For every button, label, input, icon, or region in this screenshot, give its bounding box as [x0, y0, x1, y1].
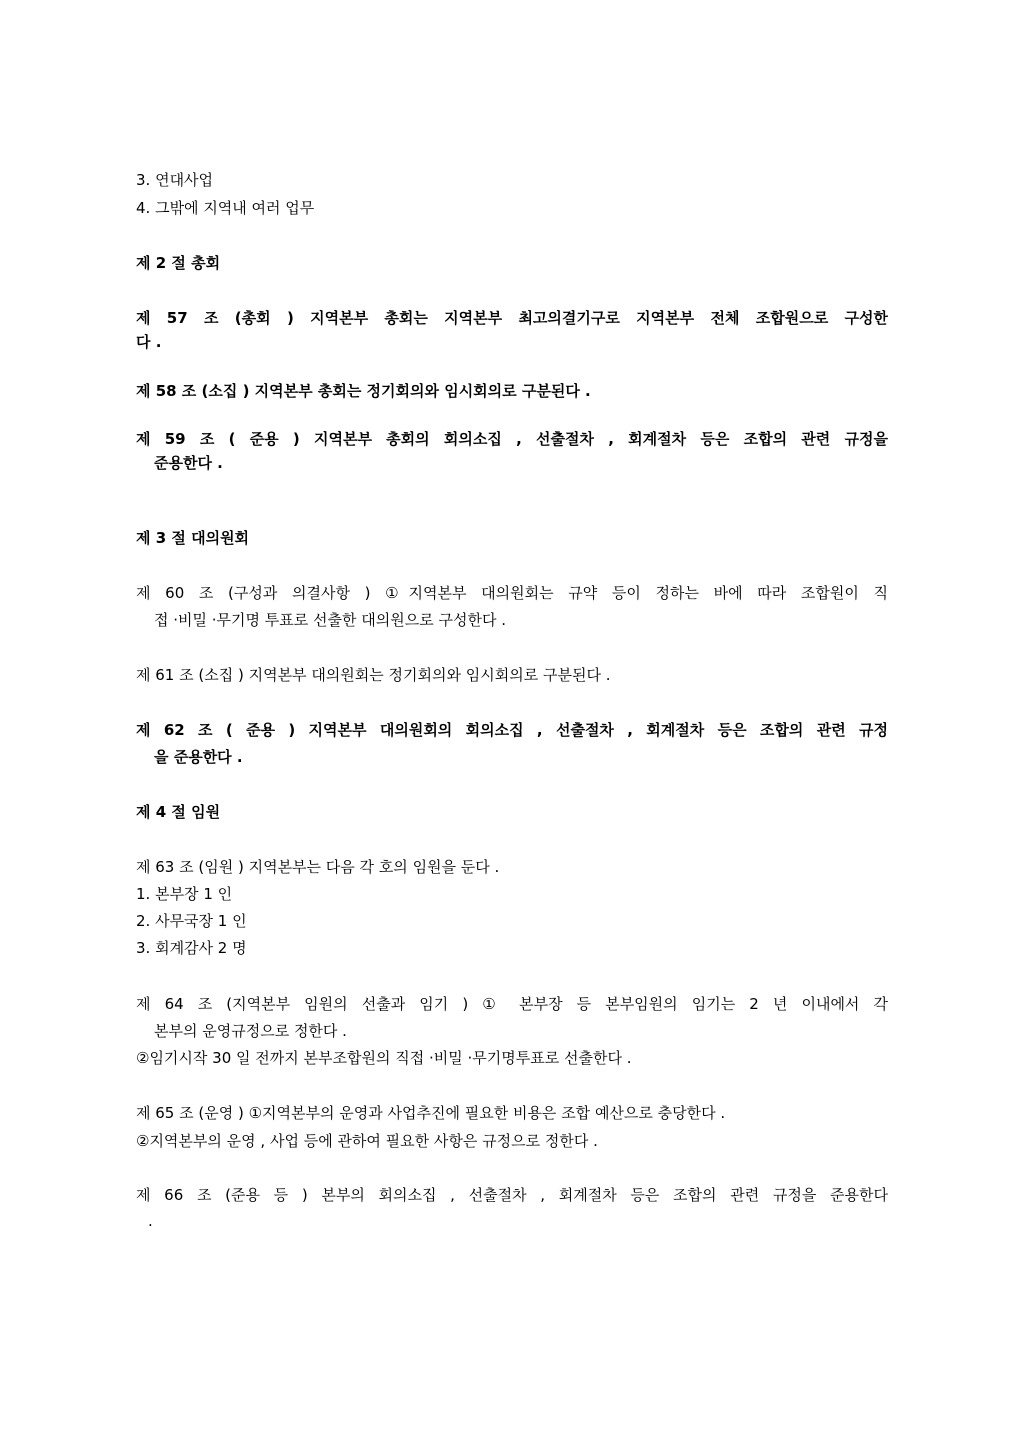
article-63: 제 63 조 (임원 ) 지역본부는 다음 각 호의 임원을 둔다 .: [136, 858, 500, 876]
article-59-line-1: 제 59 조 ( 준용 ) 지역본부 총회의 회의소집 , 선출절차 , 회계절차 등은 조합의 관련 규정을: [136, 430, 888, 448]
officer-list-item-3: 3. 회계감사 2 명: [136, 939, 247, 957]
article-57-line-1: 제 57 조 (총회 ) 지역본부 총회는 지역본부 최고의결기구로 지역본부 전체 조합원으로 구성한: [136, 309, 888, 327]
article-65-clause-2: ②지역본부의 운영 , 사업 등에 관하여 필요한 사항은 규정으로 정한다 .: [136, 1132, 598, 1150]
article-65-clause-1: 제 65 조 (운영 ) ①지역본부의 운영과 사업추진에 필요한 비용은 조합 예산으로 충당한다 .: [136, 1104, 726, 1122]
article-64-line-1: 제 64 조 (지역본부 임원의 선출과 임기 ) ① 본부장 등 본부임원의 임기는 2 년 이내에서 각: [136, 995, 888, 1013]
section-heading-2: 제 2 절 총회: [136, 254, 221, 272]
article-58: 제 58 조 (소집 ) 지역본부 총회는 정기회의와 임시회의로 구분된다 .: [136, 382, 591, 400]
list-item-3: 3. 연대사업: [136, 171, 214, 189]
article-62-line-1: 제 62 조 ( 준용 ) 지역본부 대의원회의 회의소집 , 선출절차 , 회계절차 등은 조합의 관련 규정: [136, 721, 888, 739]
article-62-line-2: 을 준용한다 .: [154, 748, 243, 766]
article-64-clause-2: ②임기시작 30 일 전까지 본부조합원의 직접 ·비밀 ·무기명투표로 선출한다 .: [136, 1049, 632, 1067]
article-66-line-1: 제 66 조 (준용 등 ) 본부의 회의소집 , 선출절차 , 회계절차 등은 조합의 관련 규정을 준용한다: [136, 1186, 888, 1204]
article-66-line-2: .: [148, 1212, 153, 1230]
officer-list-item-1: 1. 본부장 1 인: [136, 885, 233, 903]
article-64-line-2: 본부의 운영규정으로 정한다 .: [154, 1022, 347, 1040]
section-heading-3: 제 3 절 대의원회: [136, 529, 250, 547]
article-57-line-2: 다 .: [136, 333, 162, 351]
article-60-line-1: 제 60 조 (구성과 의결사항 ) ①지역본부 대의원회는 규약 등이 정하는 바에 따라 조합원이 직: [136, 584, 888, 602]
list-item-4: 4. 그밖에 지역내 여러 업무: [136, 199, 315, 217]
section-heading-4: 제 4 절 임원: [136, 803, 221, 821]
officer-list-item-2: 2. 사무국장 1 인: [136, 912, 247, 930]
article-59-line-2: 준용한다 .: [154, 454, 223, 472]
article-60-line-2: 접 ·비밀 ·무기명 투표로 선출한 대의원으로 구성한다 .: [154, 611, 506, 629]
article-61: 제 61 조 (소집 ) 지역본부 대의원회는 정기회의와 임시회의로 구분된다 .: [136, 666, 611, 684]
